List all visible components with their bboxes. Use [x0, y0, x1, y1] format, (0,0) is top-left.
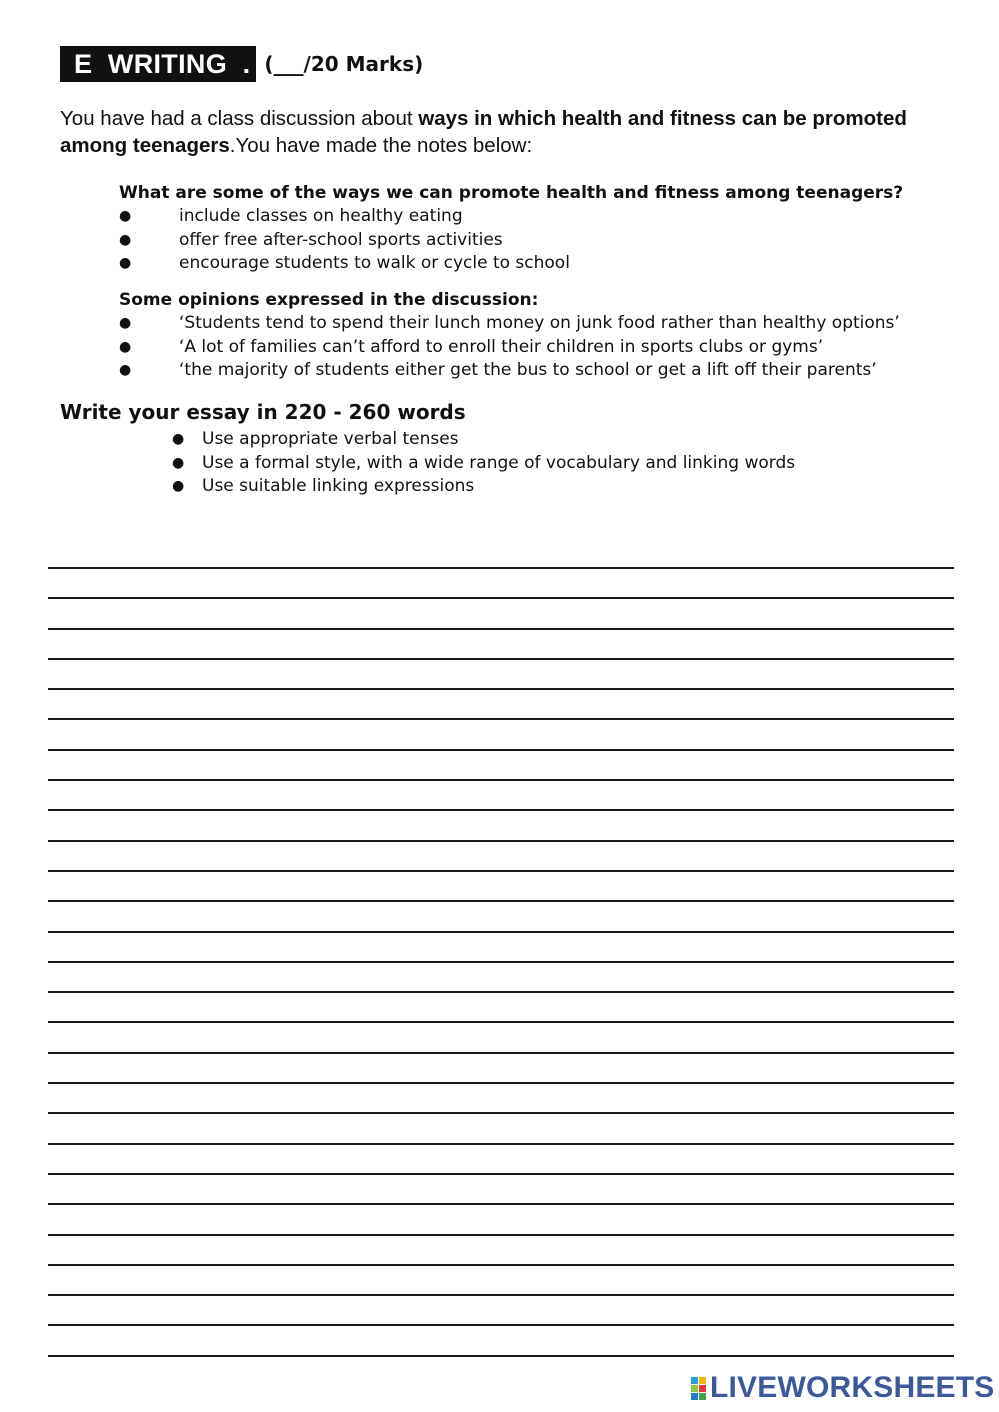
writing-line[interactable] [48, 1294, 954, 1296]
bullet-icon: ● [119, 231, 132, 248]
liveworksheets-logo [691, 1371, 995, 1405]
writing-line[interactable] [48, 870, 954, 872]
section-header [60, 46, 423, 82]
opinions-title: Some opinions expressed in the discussion: [119, 290, 539, 310]
logo-square [691, 1385, 698, 1392]
writing-line[interactable] [48, 779, 954, 781]
notes-opinions-block [119, 288, 969, 383]
logo-square [699, 1385, 706, 1392]
list-item: ● Use a formal style, with a wide range of vocabulary and linking words [172, 452, 795, 476]
list-item: ● ‘the majority of students either get the bus to school or get a lift off their parents’ [119, 359, 969, 383]
writing-line[interactable] [48, 658, 954, 660]
notes-ideas-block [119, 181, 969, 276]
writing-line[interactable] [48, 1112, 954, 1114]
writing-line[interactable] [48, 1143, 954, 1145]
writing-line[interactable] [48, 567, 954, 569]
writing-line[interactable] [48, 1203, 954, 1205]
bullet-icon: ● [172, 431, 185, 447]
bullet-icon: ● [119, 362, 132, 378]
list-item: ● ‘Students tend to spend their lunch money on junk food rather than healthy options’ [119, 312, 969, 336]
bullet-icon: ● [119, 338, 132, 355]
tips-list [172, 428, 795, 499]
essay-writing-area[interactable] [48, 567, 954, 1385]
task-introduction [60, 105, 940, 159]
section-title: E WRITING . [60, 46, 256, 82]
opinions-list [119, 312, 969, 383]
writing-line[interactable] [48, 991, 954, 993]
notes-question: What are some of the ways we can promote health and fitness among teenagers? [119, 183, 904, 203]
list-item: ● ‘A lot of families can’t afford to enroll their children in sports clubs or gyms’ [119, 336, 969, 360]
writing-line[interactable] [48, 931, 954, 933]
bullet-icon: ● [172, 478, 185, 494]
logo-square [699, 1393, 706, 1400]
writing-line[interactable] [48, 1021, 954, 1023]
list-item: ● offer free after-school sports activities [119, 229, 969, 253]
essay-tips [172, 428, 795, 499]
writing-line[interactable] [48, 1355, 954, 1357]
logo-text: LIVEWORKSHEETS [710, 1371, 995, 1404]
writing-line[interactable] [48, 688, 954, 690]
writing-line[interactable] [48, 1234, 954, 1236]
bullet-icon: ● [119, 208, 132, 224]
writing-line[interactable] [48, 1082, 954, 1084]
writing-line[interactable] [48, 809, 954, 811]
essay-instruction: Write your essay in 220 - 260 words [60, 400, 466, 424]
logo-square [691, 1393, 698, 1400]
writing-line[interactable] [48, 597, 954, 599]
logo-icon [691, 1377, 706, 1400]
marks-field: (___/20 Marks) [264, 52, 424, 76]
writing-line[interactable] [48, 840, 954, 842]
list-item: ● Use suitable linking expressions [172, 475, 795, 499]
logo-square [691, 1377, 698, 1384]
writing-line[interactable] [48, 718, 954, 720]
logo-square [699, 1377, 706, 1384]
writing-line[interactable] [48, 1052, 954, 1054]
writing-line[interactable] [48, 1173, 954, 1175]
ideas-list [119, 205, 969, 276]
bullet-icon: ● [119, 315, 132, 331]
writing-line[interactable] [48, 628, 954, 630]
intro-topic: ways in which health and fitness can be promoted among teenagers [60, 107, 907, 157]
bullet-icon: ● [172, 454, 185, 471]
list-item: ● Use appropriate verbal tenses [172, 428, 795, 452]
writing-line[interactable] [48, 1324, 954, 1326]
writing-line[interactable] [48, 1264, 954, 1266]
bullet-icon: ● [119, 255, 132, 271]
writing-line[interactable] [48, 900, 954, 902]
intro-text-after: .You have made the notes below: [229, 134, 533, 157]
list-item: ● encourage students to walk or cycle to school [119, 252, 969, 276]
writing-line[interactable] [48, 749, 954, 751]
list-item: ● include classes on healthy eating [119, 205, 969, 229]
writing-line[interactable] [48, 961, 954, 963]
intro-text-before: You have had a class discussion about [60, 107, 419, 130]
